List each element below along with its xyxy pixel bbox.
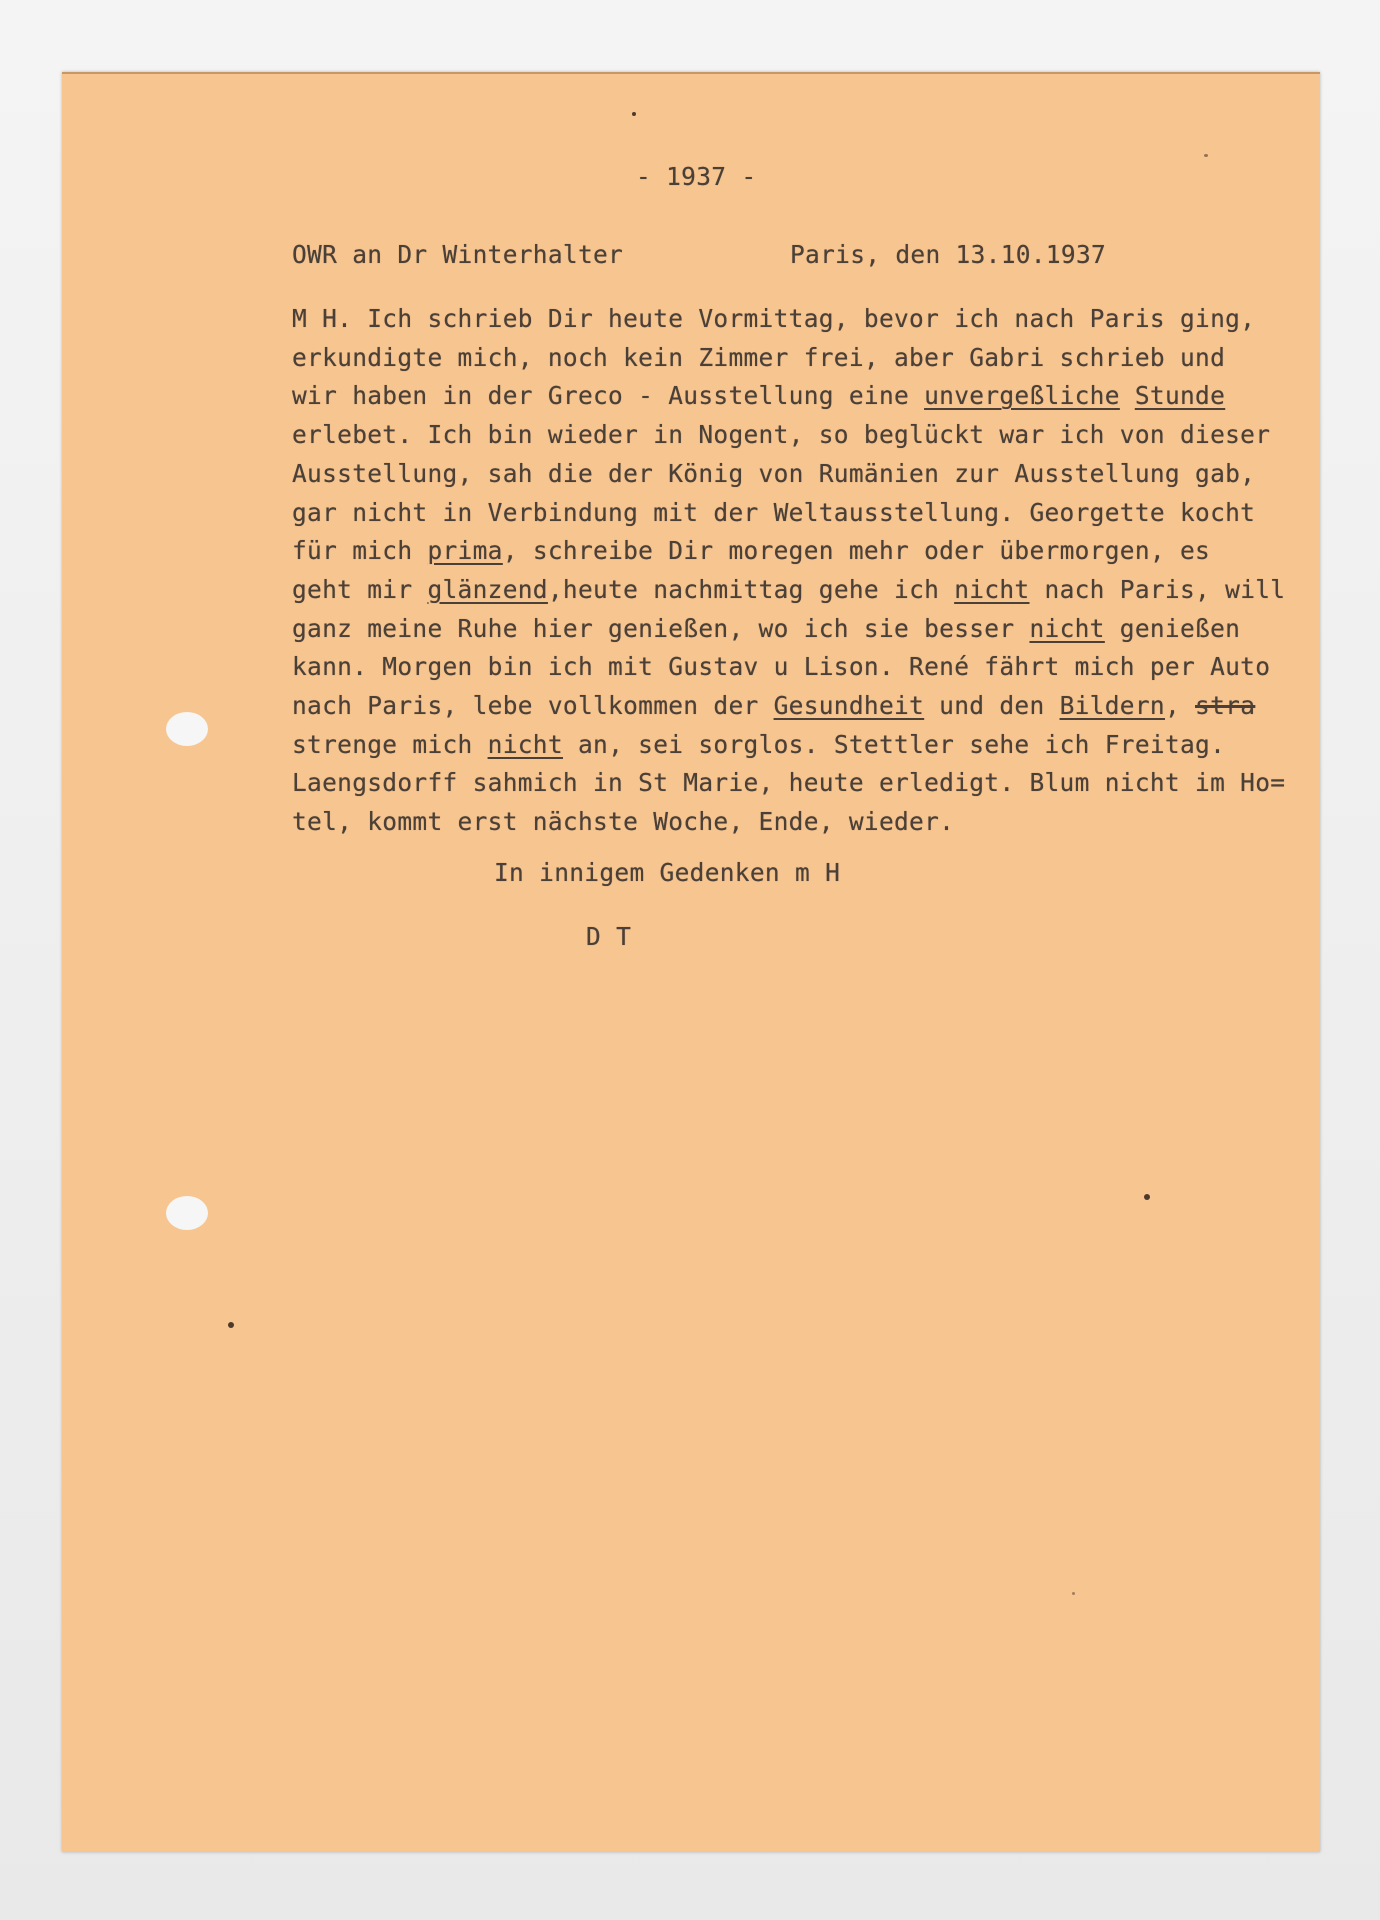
underlined-word: prima — [427, 536, 503, 566]
body-line — [292, 571, 1285, 610]
body-line — [292, 300, 1285, 339]
paper-fleck — [1144, 1194, 1150, 1200]
underlined-word: nicht — [954, 574, 1030, 604]
body-text-run: M H. Ich schrieb Dir heute Vormittag, bevor ich nach Paris ging, — [292, 304, 1256, 333]
body-line — [292, 377, 1285, 416]
page-header: - 1937 - — [636, 162, 757, 191]
body-text-run: , — [1164, 691, 1196, 721]
body-text-run: strenge mich — [292, 729, 488, 759]
body-text-run: tel, kommt erst nächste Woche, Ende, wieder. — [292, 807, 955, 837]
body-line — [292, 764, 1285, 803]
body-line — [292, 726, 1285, 765]
body-text-run: Ausstellung, sah die der König von Rumänien zur Ausstellung gab, — [292, 458, 1256, 488]
body-text-run: nach Paris, will — [1029, 574, 1286, 604]
body-line — [292, 803, 1285, 842]
body-text-run — [1120, 381, 1135, 410]
paper-fleck — [228, 1322, 234, 1328]
body-line — [292, 416, 1285, 455]
body-text-run: nach Paris, lebe vollkommen der — [292, 691, 774, 721]
body-line — [292, 610, 1285, 649]
body-line — [292, 648, 1285, 687]
body-text-run: erkundigte mich, noch kein Zimmer frei, aber Gabri schrieb und — [292, 342, 1226, 372]
place-date: Paris, den 13.10.1937 — [790, 240, 1107, 269]
body-text-run: an, sei sorglos. Stettler sehe ich Freitag. — [562, 729, 1226, 759]
underlined-word: Gesundheit — [773, 691, 925, 721]
body-line — [292, 455, 1285, 494]
body-text-run: erlebet. Ich bin wieder in Nogent, so beglückt war ich von dieser — [292, 420, 1271, 450]
body-text-run: kann. Morgen bin ich mit Gustav u Lison. René fährt mich per Auto — [292, 652, 1271, 682]
body-line — [292, 494, 1285, 533]
punch-hole-upper — [166, 712, 208, 746]
paper-fleck — [1204, 154, 1208, 157]
body-text-run: ganz meine Ruhe hier genießen, wo ich sie besser — [292, 613, 1030, 643]
body-text-run: für mich — [292, 536, 428, 566]
underlined-word: Stunde — [1134, 381, 1226, 411]
body-line — [292, 339, 1285, 378]
underlined-word: nicht — [487, 729, 563, 759]
underlined-word: glänzend — [427, 574, 548, 604]
letter-body — [292, 300, 1285, 842]
underlined-word: unvergeßliche — [924, 381, 1120, 411]
body-text-run: und den — [924, 691, 1060, 721]
body-text-run: Laengsdorff sahmich in St Marie, heute erledigt. Blum nicht im Ho= — [292, 768, 1286, 798]
underlined-word: nicht — [1029, 613, 1105, 643]
underlined-word: Bildern — [1059, 691, 1165, 721]
paper-fleck — [632, 112, 636, 116]
struck-out-word: stra — [1195, 691, 1256, 721]
body-line — [292, 532, 1285, 571]
body-text-run: wir haben in der Greco - Ausstellung eine — [292, 381, 925, 411]
body-line — [292, 687, 1285, 726]
body-text-run: , schreibe Dir moregen mehr oder übermorgen, es — [502, 536, 1211, 566]
sender-line: OWR an Dr Winterhalter — [292, 240, 624, 269]
paper-fleck — [1072, 1592, 1075, 1595]
closing-line: In innigem Gedenken m H — [494, 858, 841, 887]
body-text-run: gar nicht in Verbindung mit der Weltausstellung. Georgette kocht — [292, 497, 1256, 527]
body-text-run: geht mir — [292, 574, 428, 604]
punch-hole-lower — [166, 1196, 208, 1230]
body-text-run: ,heute nachmittag gehe ich — [547, 574, 955, 604]
body-text-run: genießen — [1104, 613, 1241, 643]
signature: D T — [586, 922, 632, 951]
